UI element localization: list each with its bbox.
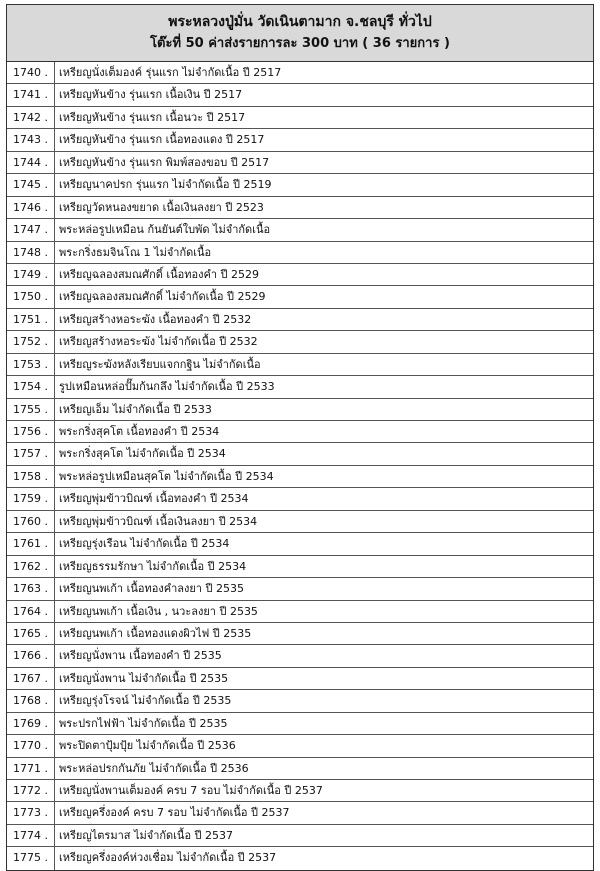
table-row [7,309,593,331]
item-number: 1752 . [7,331,55,352]
item-description: เหรียญพุ่มข้าวบิณฑ์ เนื้อเงินลงยา ปี 2534 [59,514,258,528]
table-row [7,825,593,847]
table-row [7,286,593,308]
item-number: 1767 . [7,668,55,689]
table-row [7,488,593,510]
table-row [7,84,593,106]
table-row [7,713,593,735]
table-row [7,645,593,667]
item-number: 1762 . [7,556,55,577]
item-description: รูปเหมือนหล่อปั๊มก้นกลึง ไม่จำกัดเนื้อ ปี 2533 [59,380,275,394]
table-row [7,690,593,712]
table-row [7,735,593,757]
item-description: เหรียญฉลองสมณศักดิ์ เนื้อทองคำ ปี 2529 [59,267,260,281]
table-row [7,443,593,465]
item-number: 1740 . [7,62,55,83]
item-description: พระกริ่งสุคโต เนื้อทองคำ ปี 2534 [59,425,220,438]
item-description: พระปิดตาปุ้มปุ้ย ไม่จำกัดเนื้อ ปี 2536 [59,739,236,753]
item-description: พระกริ่งธมจินโณ 1 ไม่จำกัดเนื้อ [59,245,212,259]
item-number: 1760 . [7,511,55,532]
item-number: 1769 . [7,713,55,734]
table-row [7,533,593,555]
table-row [7,511,593,533]
item-number: 1775 . [7,847,55,869]
table-row [7,152,593,174]
table-row [7,174,593,196]
item-number: 1756 . [7,421,55,442]
item-number: 1747 . [7,219,55,240]
table-row [7,601,593,623]
item-description: เหรียญนั่งเต็มองค์ รุ่นแรก ไม่จำกัดเนื้อ ปี 2517 [59,66,282,79]
item-number: 1758 . [7,466,55,487]
table-row [7,107,593,129]
item-number: 1750 . [7,286,55,307]
table-row [7,264,593,286]
table-row [7,197,593,219]
item-description: เหรียญสร้างหอระฆัง ไม่จำกัดเนื้อ ปี 2532 [59,335,258,349]
table-row [7,376,593,398]
table-row [7,847,593,869]
item-number: 1753 . [7,354,55,375]
table-row [7,466,593,488]
item-description: เหรียญวัดหนองขยาด เนื้อเงินลงยา ปี 2523 [59,200,264,214]
item-description: เหรียญฉลองสมณศักดิ์ ไม่จำกัดเนื้อ ปี 2529 [59,290,266,304]
item-description: เหรียญครึ่งองค์ห่วงเชื่อม ไม่จำกัดเนื้อ ปี 2537 [59,851,277,865]
item-description: เหรียญนพเก้า เนื้อเงิน , นวะลงยา ปี 2535 [59,604,258,618]
item-description: พระหล่อรูปเหมือนสุคโต ไม่จำกัดเนื้อ ปี 2534 [59,469,274,483]
item-description: เหรียญเอ็ม ไม่จำกัดเนื้อ ปี 2533 [59,402,212,416]
item-description: พระปรกไฟฟ้า ไม่จำกัดเนื้อ ปี 2535 [59,716,228,730]
item-number: 1754 . [7,376,55,397]
item-description: เหรียญรุ่งโรจน์ ไม่จำกัดเนื้อ ปี 2535 [59,694,232,708]
item-description: เหรียญสร้างหอระฆัง เนื้อทองคำ ปี 2532 [59,312,252,326]
item-description: เหรียญครึ่งองค์ ครบ 7 รอบ ไม่จำกัดเนื้อ ปี 2537 [59,806,290,820]
item-number: 1746 . [7,197,55,218]
item-description: เหรียญหันข้าง รุ่นแรก พิมพ์สองขอบ ปี 2517 [59,155,270,169]
item-number: 1743 . [7,129,55,150]
auction-table [6,4,594,871]
item-description: เหรียญนั่งพาน เนื้อทองคำ ปี 2535 [59,649,222,663]
table-row [7,421,593,443]
table-row [7,623,593,645]
table-header [7,5,593,62]
table-row [7,780,593,802]
item-number: 1770 . [7,735,55,756]
item-number: 1745 . [7,174,55,195]
table-row [7,758,593,780]
table-row [7,129,593,151]
item-number: 1755 . [7,399,55,420]
table-row [7,62,593,84]
item-description: เหรียญไตรมาส ไม่จำกัดเนื้อ ปี 2537 [59,828,234,842]
table-row [7,219,593,241]
item-description: เหรียญนพเก้า เนื้อทองแดงผิวไฟ ปี 2535 [59,626,252,640]
item-number: 1757 . [7,443,55,464]
table-row [7,242,593,264]
table-row [7,399,593,421]
item-description: เหรียญธรรมรักษา ไม่จำกัดเนื้อ ปี 2534 [59,559,247,573]
item-number: 1765 . [7,623,55,644]
table-row [7,802,593,824]
item-description: เหรียญระฆังหลังเรียบแจกกฐิน ไม่จำกัดเนื้อ [59,357,261,371]
item-number: 1763 . [7,578,55,599]
table-row [7,556,593,578]
item-number: 1744 . [7,152,55,173]
item-number: 1772 . [7,780,55,801]
item-number: 1742 . [7,107,55,128]
item-list [7,62,593,870]
item-number: 1766 . [7,645,55,666]
item-description: พระกริ่งสุคโต ไม่จำกัดเนื้อ ปี 2534 [59,447,226,461]
item-number: 1773 . [7,802,55,823]
item-description: เหรียญนั่งพาน ไม่จำกัดเนื้อ ปี 2535 [59,671,229,685]
table-row [7,331,593,353]
item-number: 1751 . [7,309,55,330]
item-description: เหรียญหันข้าง รุ่นแรก เนื้อทองแดง ปี 2517 [59,133,265,147]
item-description: เหรียญรุ่งเรือน ไม่จำกัดเนื้อ ปี 2534 [59,537,230,551]
table-row [7,578,593,600]
item-description: เหรียญพุ่มข้าวบิณฑ์ เนื้อทองคำ ปี 2534 [59,492,249,506]
item-number: 1761 . [7,533,55,554]
table-row [7,354,593,376]
item-description: เหรียญหันข้าง รุ่นแรก เนื้อเงิน ปี 2517 [59,88,243,102]
item-description: พระหล่อปรกกันภัย ไม่จำกัดเนื้อ ปี 2536 [59,761,249,775]
table-row [7,668,593,690]
item-description: เหรียญหันข้าง รุ่นแรก เนื้อนวะ ปี 2517 [59,110,246,124]
item-number: 1759 . [7,488,55,509]
item-description: เหรียญนั่งพานเต็มองค์ ครบ 7 รอบ ไม่จำกัดเนื้อ ปี 2537 [59,784,323,797]
item-number: 1749 . [7,264,55,285]
item-description: พระหล่อรูปเหมือน ก้นยันต์ใบพัด ไม่จำกัดเนื้อ [59,223,271,237]
item-number: 1748 . [7,242,55,263]
item-description: เหรียญนพเก้า เนื้อทองคำลงยา ปี 2535 [59,582,244,596]
item-number: 1768 . [7,690,55,711]
item-number: 1771 . [7,758,55,779]
item-number: 1774 . [7,825,55,846]
item-number: 1764 . [7,601,55,622]
page-title: พระหลวงปู่มั่น วัดเนินตามาก จ.ชลบุรี ทั่วไป [168,14,432,30]
item-description: เหรียญนาคปรก รุ่นแรก ไม่จำกัดเนื้อ ปี 2519 [59,178,272,192]
page-subtitle: โต๊ะที่ 50 ค่าส่งรายการละ 300 บาท ( 36 รายการ ) [150,36,450,51]
item-number: 1741 . [7,84,55,105]
